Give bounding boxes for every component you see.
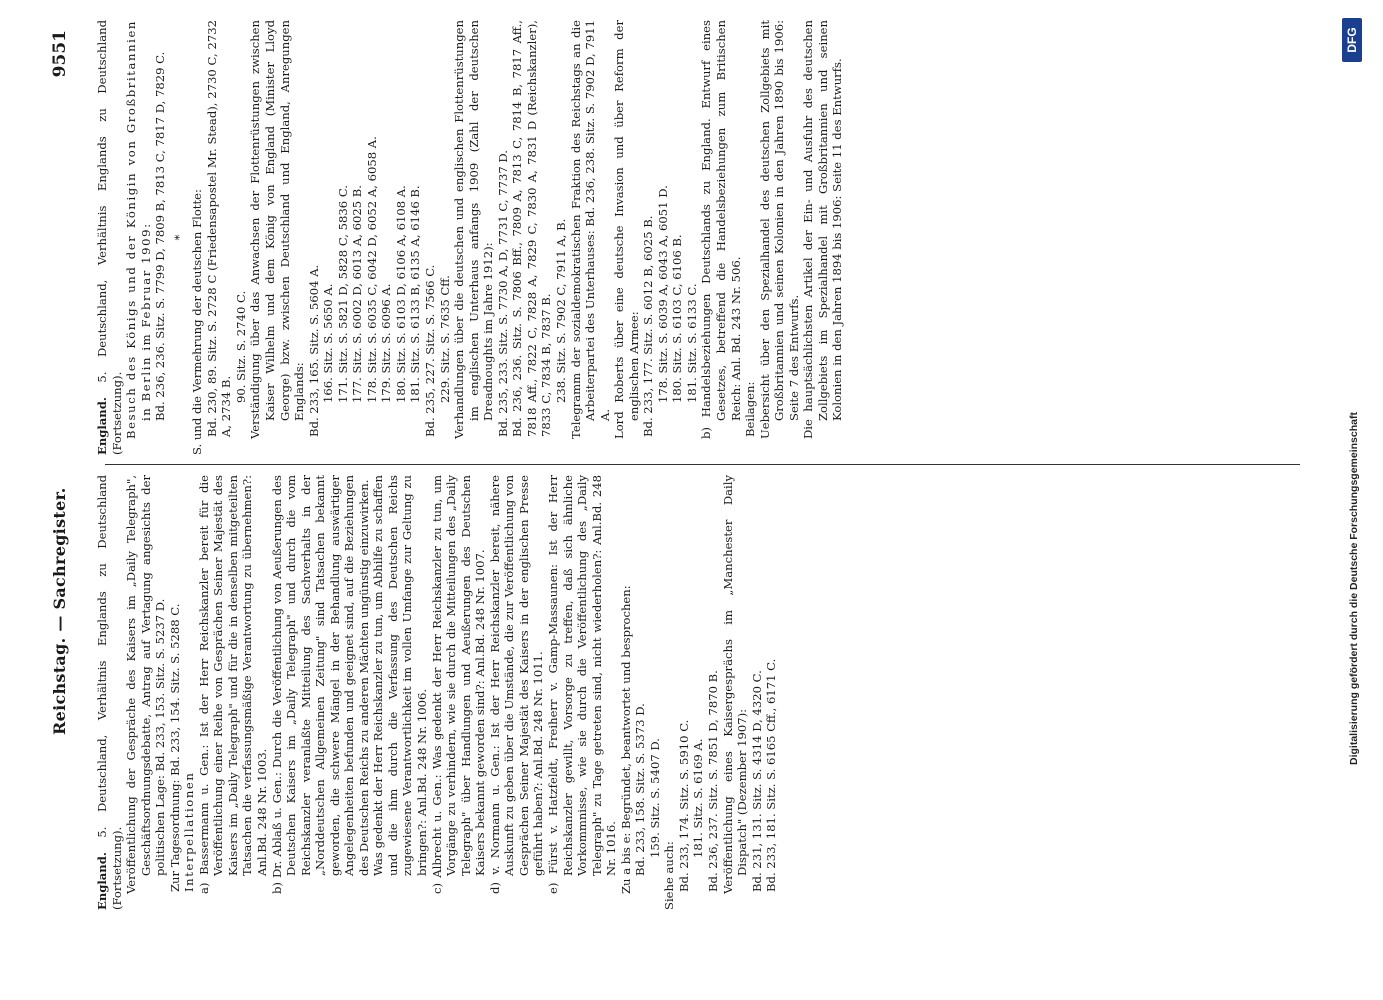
entry: Bd. 236, 236. Sitz. S. 7799 D, 7809 B, 7813 C, 7817 D, 7829 C. bbox=[153, 51, 168, 421]
running-head: Reichstag. — Sachregister. bbox=[50, 487, 69, 735]
entry: 178. Sitz. S. 6035 C, 6042 D, 6052 A, 6058 A. bbox=[364, 136, 379, 403]
entry: Telegramm der sozialdemokratischen Fraktion des Reichstags an die Arbeiterpartei des Unterhauses: Bd. 236, 238. Sitz. S. 7902 D, 7911 A. bbox=[568, 20, 612, 439]
right-heading: England. 5. Deutschland, Verhältnis Englands zu Deutschland (Fortsetzung). bbox=[95, 19, 124, 455]
entry: 159. Sitz. S. 5407 D. bbox=[647, 738, 662, 858]
entry: d) v. Normann u. Gen.: Ist der Herr Reichskanzler bereit, nähere Auskunft zu geben über die Umstände, die zur Veröffentlichung von Gesprächen Seiner Majestät des Kaisers in der englischen Presse geführt haben?: Anl.Bd. 248 Nr. 1011. bbox=[487, 475, 546, 894]
left-column bbox=[95, 475, 779, 910]
entry: Bd. 233, 165. Sitz. S. 5604 A. bbox=[306, 264, 321, 437]
entry: Veröffentlichung der Gespräche des Kaisers im „Daily Telegraph", Geschäftsordnungsdebatte, Antrag auf Vertagung angesichts der politischen Lage: Bd. 233, 153. Sitz. S. 5237 D. bbox=[124, 475, 168, 894]
page-header bbox=[50, 30, 80, 910]
entry: Besuch des Königs und der Königin von Großbritannien in Berlin im Februar 1909: bbox=[124, 20, 153, 439]
entry: Bd. 236, 237. Sitz. S. 7851 D, 7870 B. bbox=[705, 670, 720, 892]
funding-credit: Digitalisierung gefördert durch die Deutsche Forschungsgemeinschaft bbox=[1348, 412, 1360, 765]
entry: Lord Roberts über eine deutsche Invasion und über Reform der englischen Armee: bbox=[612, 20, 641, 439]
dfg-logo: DFG bbox=[1342, 18, 1362, 62]
entry: Bd. 233, 181. Sitz. S. 6165 Cff., 6171 C. bbox=[764, 658, 779, 892]
entry: a) Bassermann u. Gen.: Ist der Herr Reichskanzler bereit für die Veröffentlichung einer Reihe von Gesprächen Seiner Majestät des Kaisers im „Daily Telegraph" und für die in denselben mitgeteilten Tatsachen die verfassungsmäßige Verantwortung zu übernehmen?: Anl.Bd. 248 Nr. 1003. bbox=[196, 475, 270, 894]
entry: 166. Sitz. S. 5650 A. bbox=[321, 283, 336, 403]
entry: Die hauptsächlichsten Artikel der Ein- und Ausfuhr des deutschen Zollgebiets im Spezialhandel mit Großbritannien und seinen Kolonien in den Jahren 1894 bis 1906: Seite 11 des Entwurfs. bbox=[801, 20, 845, 439]
entry: Veröffentlichung eines Kaisergesprächs im „Manchester Daily Dispatch" (Dezember 1907): bbox=[720, 475, 750, 894]
entry: b) Dr. Ablaß u. Gen.: Durch die Veröffentlichung von Aeußerungen des Deutschen Kaisers im „Daily Telegraph" und durch die vom Reichskanzler veranlaßte Mitteilung des Sachverhalts in der „Norddeutschen Allgemeinen Zeitung" sind Tatsachen bekannt geworden, die schwere Mängel in der Behandlung auswärtiger Angelegenheiten befunden und geeignet sind, auf die Beziehungen des Deutschen Reichs zu anderen Mächten ungünstig einzuwirken. bbox=[269, 475, 371, 894]
entry: Bd. 236, 236. Sitz. S. 7806 Bff., 7809 A, 7813 C, 7814 B, 7817 Aff., 7818 Aff., 7822 C, 7828 A, 7829 C, 7830 A, 7831 D (Reichskanzler), 7833 C, 7834 B, 7837 B. bbox=[510, 20, 554, 437]
entry: c) Albrecht u. Gen.: Was gedenkt der Herr Reichskanzler zu tun, um Vorgänge zu verhindern, wie sie durch die Mitteilungen des „Daily Telegraph" über Handlungen und Aeußerungen des Deutschen Kaisers bekannt geworden sind?: Anl.Bd. 248 Nr. 1007. bbox=[429, 475, 488, 894]
entry: Siehe auch: bbox=[662, 841, 677, 910]
entry: 90. Sitz. S. 2740 C. bbox=[233, 290, 248, 403]
entry: Bd. 235, 233. Sitz. S. 7730 A, D, 7731 C, 7737 D. bbox=[495, 150, 510, 437]
entry: 178. Sitz. S. 6039 A, 6043 A, 6051 D. bbox=[655, 185, 670, 403]
page-footer bbox=[1340, 0, 1370, 1000]
entry: S. und die Vermehrung der deutschen Flotte: bbox=[190, 189, 205, 455]
entry: 180. Sitz. S. 6103 D, 6106 A, 6108 A. bbox=[393, 185, 408, 403]
entry: 180. Sitz. S. 6103 C, 6106 B. bbox=[670, 234, 685, 403]
left-heading: England. 5. Deutschland, Verhältnis Englands zu Deutschland (Fortsetzung). bbox=[95, 474, 124, 910]
entry: 238. Sitz. S. 7902 C, 7911 A, B. bbox=[553, 218, 568, 403]
entry: Bd. 230, 89. Sitz. S. 2728 C (Friedensapostel Mr. Stead), 2730 C, 2732 A, 2734 B. bbox=[204, 20, 234, 437]
entry: Bd. 233, 174. Sitz. S. 5910 C. bbox=[676, 719, 691, 892]
entry: 181. Sitz. S. 6133 B, 6135 A, 6146 B. bbox=[408, 185, 423, 403]
entry: Verständigung über das Anwachsen der Flottenrüstungen zwischen Kaiser Wilhelm und dem König von England (Minister Lloyd George) bzw. zwischen Deutschland und England, Anregungen Englands: bbox=[248, 20, 307, 439]
entry: b) Handelsbeziehungen Deutschlands zu England. Entwurf eines Gesetzes, betreffend die Handelsbeziehungen zum Britischen Reich: Anl. Bd. 243 Nr. 506. bbox=[699, 20, 743, 439]
entry: Bd. 235, 227. Sitz. S. 7566 C. bbox=[423, 264, 438, 437]
entry: 181. Sitz. S. 6169 A. bbox=[691, 738, 706, 858]
entry: Bd. 233, 177. Sitz. S. 6012 B, 6025 B. bbox=[641, 215, 656, 437]
entry: e) Fürst v. Hatzfeldt, Freiherr v. Gamp-Massaunen: Ist der Herr Reichskanzler gewillt, Vorsorge zu treffen, daß sich ähnliche Vorkommnisse, wie sie durch die Veröffentlichung des „Daily Telegraph" zu Tage getreten sind, nicht wiederholen?: Anl.Bd. 248 Nr. 1016. bbox=[545, 475, 619, 894]
entry: 171. Sitz. S. 5821 D, 5828 C, 5836 C. bbox=[335, 185, 350, 403]
entry: Bd. 233, 158. Sitz. S. 5373 D. bbox=[633, 703, 648, 876]
entry: Verhandlungen über die deutschen und englischen Flottenrüstungen im englischen Unterhaus anfangs 1909 (Zahl der deutschen Dreadnoughts im Jahre 1912): bbox=[452, 20, 496, 439]
entry: Bd. 231, 131. Sitz. S. 4314 D, 4320 C. bbox=[749, 670, 764, 892]
entry: Zur Tagesordnung: Bd. 233, 154. Sitz. S. 5288 C. bbox=[167, 603, 182, 892]
entry: Uebersicht über den Spezialhandel des deutschen Zollgebiets mit Großbritannien und seinen Kolonien in den Jahren 1890 bis 1906: Seite 7 des Entwurfs. bbox=[757, 20, 801, 439]
entry: Beilagen: bbox=[743, 381, 758, 437]
right-column bbox=[95, 20, 845, 455]
entry: 179. Sitz. S. 6096 A. bbox=[379, 283, 394, 403]
column-divider bbox=[105, 464, 1300, 465]
entry: 229. Sitz. S. 7635 Cff. bbox=[437, 275, 452, 403]
entry: 181. Sitz. S. 6133 C. bbox=[684, 283, 699, 403]
subheading-interpellationen: Interpellationen bbox=[182, 771, 197, 892]
separator-star: * bbox=[171, 234, 186, 241]
entry: 177. Sitz. S. 6002 D, 6013 A, 6025 B. bbox=[350, 185, 365, 403]
entry: Zu a bis e: Begründet, beantwortet und besprochen: bbox=[618, 585, 633, 894]
entry: Was gedenkt der Herr Reichskanzler zu tun, um Abhilfe zu schaffen und die ihm durch die Verfassung des Deutschen Reichs zugewiesene Verantwortlichkeit im vollen Umfange zur Geltung zu bringen?: Anl.Bd. 248 Nr. 1006. bbox=[371, 475, 430, 876]
page-number: 9551 bbox=[50, 30, 70, 78]
